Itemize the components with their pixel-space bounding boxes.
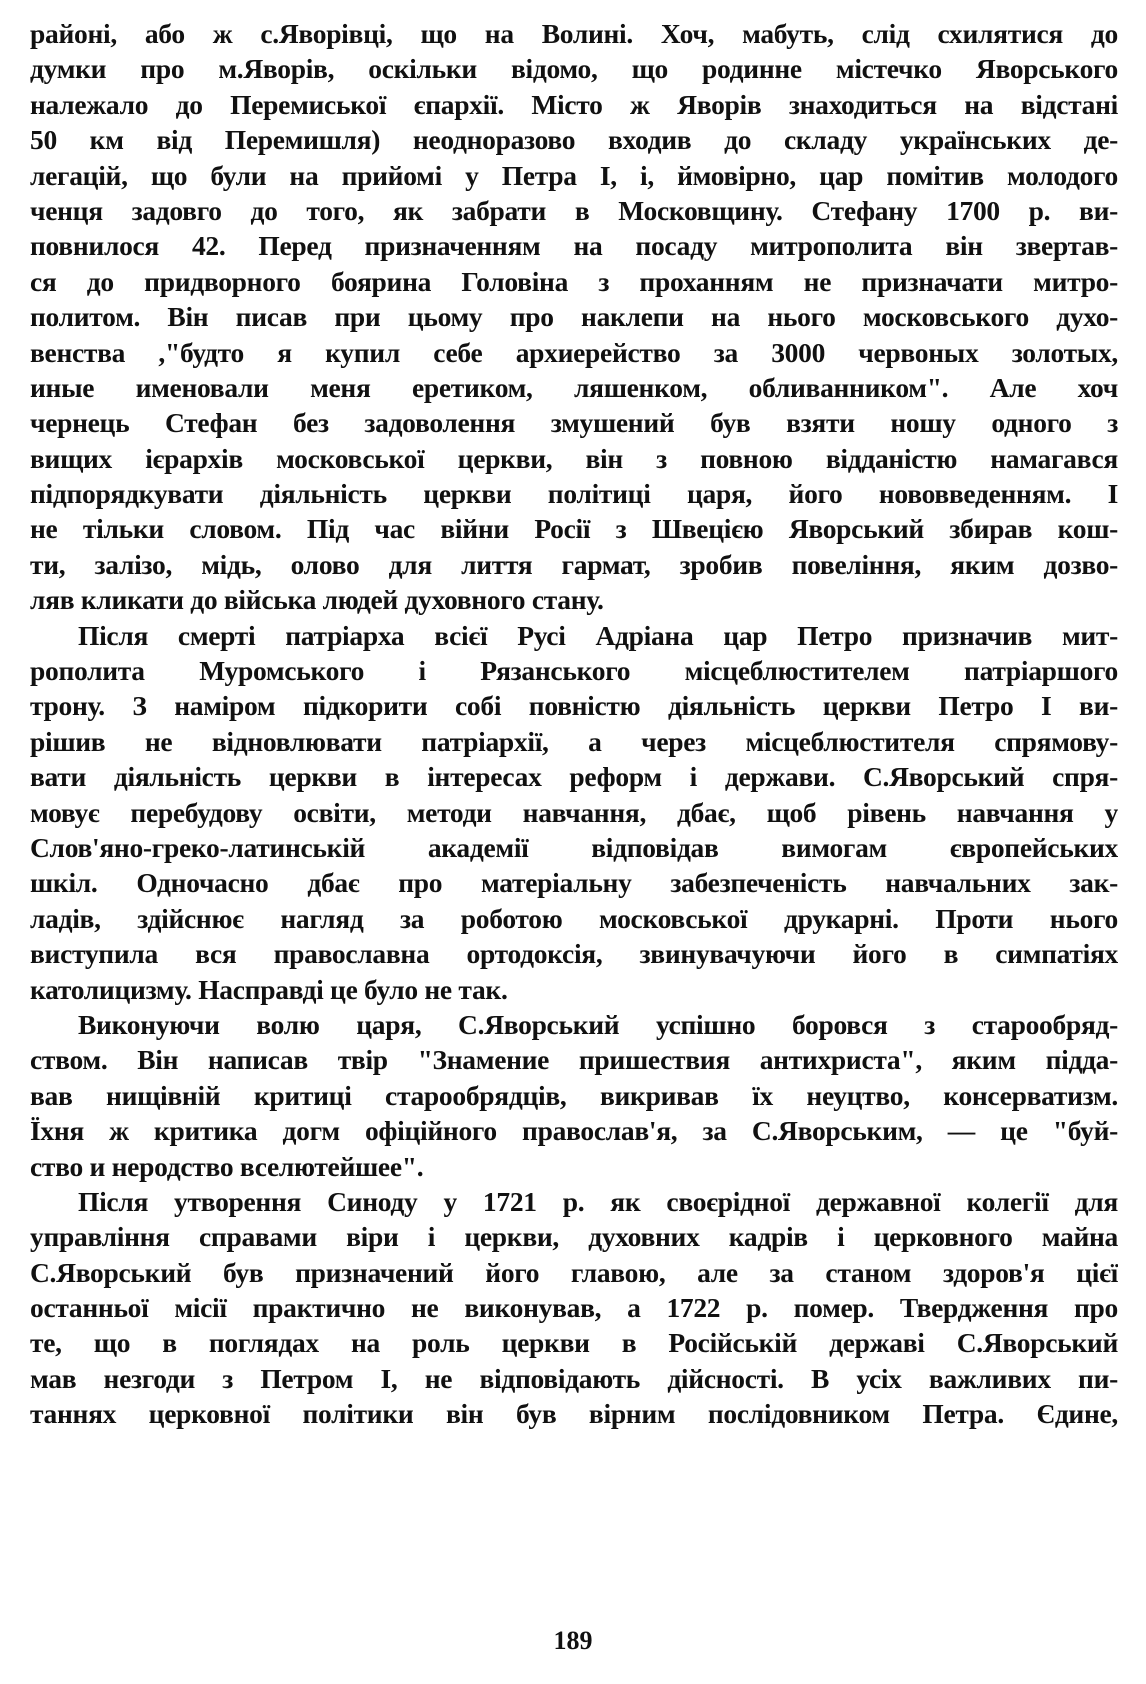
text-line: политом. Він писав при цьому про наклепи на нього московського духо- [30, 301, 1118, 333]
text-line: ченця задовго до того, як забрати в Московщину. Стефану 1700 р. ви- [30, 194, 1118, 226]
text-line: виступила вся православна ортодоксія, звинувачуючи його в симпатіях [30, 938, 1118, 970]
text-line: чернець Стефан без задоволення змушений був взяти ношу одного з [30, 407, 1118, 439]
text-line: Їхня ж критика догм офіційного православ'я, за С.Яворським, — це "буй- [30, 1115, 1118, 1147]
text-line: управління справами віри і церкви, духовних кадрів і церковного майна [30, 1221, 1118, 1253]
text-line: Слов'яно-греко-латинській академії відповідав вимогам європейських [30, 831, 1118, 863]
text-line: 50 км від Перемишля) неодноразово входив до складу українських де- [30, 124, 1118, 156]
text-line: шкіл. Одночасно дбає про матеріальну забезпеченість навчальних зак- [30, 867, 1118, 899]
text-line: вищих ієрархів московської церкви, він з повною відданістю намагався [30, 442, 1118, 474]
text-line: не тільки словом. Під час війни Росії з Швецією Яворський збирав кош- [30, 513, 1118, 545]
text-line: вав нищівній критиці старообрядців, викривав їх неуцтво, консерватизм. [30, 1079, 1118, 1111]
text-line: легацій, що були на прийомі у Петра І, і, ймовірно, цар помітив молодого [30, 159, 1118, 191]
body-text [30, 16, 1118, 1432]
text-line: повнилося 42. Перед призначенням на посаду митрополита він звертав- [30, 230, 1118, 262]
text-line: Після смерті патріарха всієї Русі Адріана цар Петро призначив мит- [78, 619, 1118, 651]
text-line: районі, або ж с.Яворівці, що на Волині. Хоч, мабуть, слід схилятися до [30, 18, 1118, 49]
text-line: ся до придворного боярина Головіна з проханням не призначати митро- [30, 265, 1118, 297]
text-line: вати діяльність церкви в інтересах реформ і держави. С.Яворський спря- [30, 761, 1118, 793]
text-line: ладів, здійснює нагляд за роботою московської друкарні. Проти нього [30, 902, 1118, 934]
text-line: Виконуючи волю царя, С.Яворський успішно боровся з старообряд- [78, 1008, 1118, 1040]
text-line: останньої місії практично не виконував, а 1722 р. помер. Твердження про [30, 1292, 1118, 1324]
text-line: ством. Він написав твір "Знамение пришествия антихриста", яким підда- [30, 1044, 1118, 1076]
text-line: рішив не відновлювати патріархії, а через місцеблюстителя спрямову- [30, 725, 1118, 757]
text-line: ти, залізо, мідь, олово для лиття гармат, зробив повеління, яким дозво- [30, 548, 1118, 580]
text-line: ляв кликати до війська людей духовного стану. [30, 584, 604, 616]
text-line: підпорядкувати діяльність церкви політиці царя, його нововведенням. І [30, 478, 1118, 510]
text-line: таннях церковної політики він був вірним послідовником Петра. Єдине, [30, 1398, 1118, 1430]
text-line: думки про м.Яворів, оскільки відомо, що родинне містечко Яворського [30, 53, 1118, 85]
text-line: належало до Перемиської єпархії. Місто ж Яворів знаходиться на відстані [30, 88, 1118, 120]
text-line: католицизму. Насправді це було не так. [30, 973, 508, 1005]
text-line: мовує перебудову освіти, методи навчання, дбає, щоб рівень навчання у [30, 796, 1118, 828]
text-line: иные именовали меня еретиком, ляшенком, обливанником". Але хоч [30, 371, 1118, 403]
text-line: Після утворення Синоду у 1721 р. як своєрідної державної колегії для [78, 1185, 1118, 1217]
text-line: те, що в поглядах на роль церкви в Російській державі С.Яворський [30, 1327, 1118, 1359]
page-number: 189 [553, 1626, 593, 1655]
text-line: венства ,"будто я купил себе архиерейство за 3000 червоных золотых, [30, 336, 1118, 368]
text-line: рополита Муромського і Рязанського місцеблюстителем патріаршого [30, 655, 1118, 687]
text-line: мав незгоди з Петром І, не відповідають дійсності. В усіх важливих пи- [30, 1362, 1118, 1394]
text-line: С.Яворський був призначений його главою, але за станом здоров'я цієї [30, 1256, 1118, 1288]
text-line: ство и неродство вселютейшее". [30, 1150, 424, 1182]
text-line: трону. З наміром підкорити собі повністю діяльність церкви Петро І ви- [30, 690, 1118, 722]
